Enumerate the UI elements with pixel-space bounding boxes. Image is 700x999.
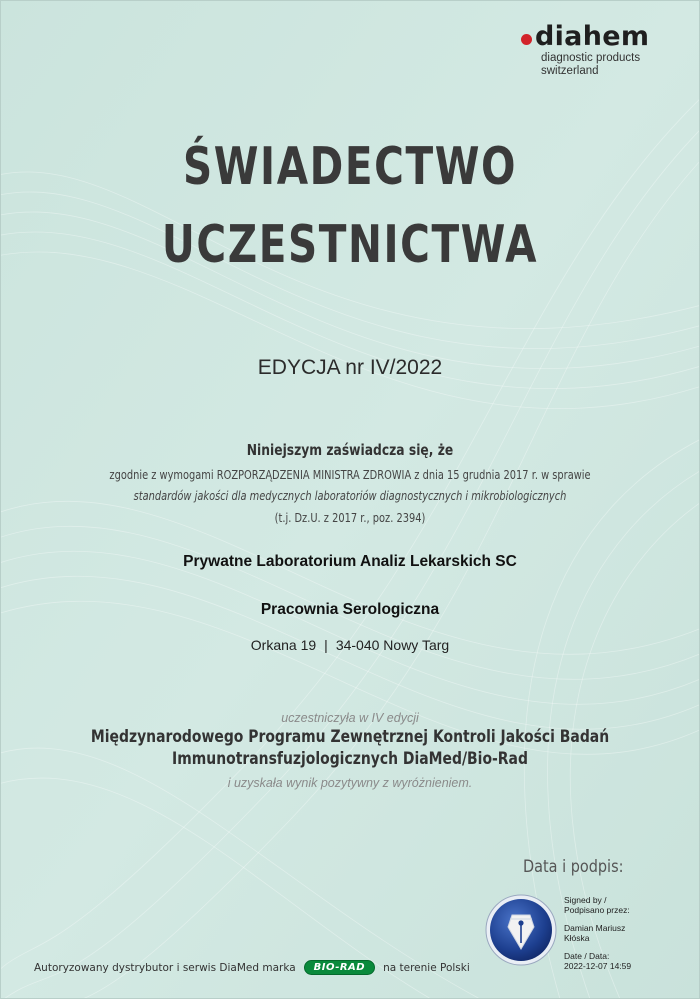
certify-heading: Niniejszym zaświadcza się, że	[246, 441, 454, 459]
regulation-line-1: zgodnie z wymogami ROZPORZĄDZENIA MINISTRA ZDROWIA z dnia 15 grudnia 2017 r. w sprawie	[109, 468, 591, 482]
logo-brand: diahem	[535, 21, 650, 52]
laboratory-department: Pracownia Serologiczna	[260, 601, 440, 618]
logo-wordmark	[521, 22, 681, 52]
title-line-1: ŚWIADECTWO	[182, 137, 518, 197]
edition-number: EDYCJA nr IV/2022	[257, 356, 443, 379]
logo-tagline-1: diagnostic products	[541, 52, 641, 64]
address-street: Orkana 19	[250, 637, 317, 653]
footer-text-after: na terenie Polski	[383, 961, 470, 974]
signature-details	[564, 896, 684, 971]
laboratory-name: Prywatne Laboratorium Analiz Lekarskich SC	[183, 553, 517, 570]
address-city: 34-040 Nowy Targ	[335, 637, 450, 653]
regulation-line-3: (t.j. Dz.U. z 2017 r., poz. 2394)	[274, 511, 426, 525]
certificate-title	[77, 128, 623, 284]
signer-name-1: Damian Mariusz	[564, 923, 626, 933]
signer-name-2: Kłóska	[564, 932, 590, 943]
biorad-logo: BIO-RAD	[304, 960, 375, 975]
program-name-line-2: Immunotransfuzjologicznych DiaMed/Bio-Rad	[172, 749, 528, 769]
result-text: i uzyskała wynik pozytywny z wyróżnieniem.	[227, 776, 473, 790]
address-separator: |	[324, 637, 328, 653]
digital-signature-seal-icon	[484, 893, 558, 967]
date-label: Date / Data:	[564, 951, 610, 961]
regulation-line-2: standardów jakości dla medycznych laboratoriów diagnostycznych i mikrobiologicznych	[133, 489, 567, 503]
diahem-logo	[521, 22, 681, 78]
logo-tagline-2: switzerland	[541, 65, 599, 77]
participation-text: uczestniczyła w IV edycji	[281, 711, 419, 725]
program-name-line-1: Międzynarodowego Programu Zewnętrznej Kontroli Jakości Badań	[90, 727, 610, 747]
logo-red-dot	[521, 34, 532, 45]
signature-label: Data i podpis:	[523, 857, 624, 877]
date-value: 2022-12-07 14:59	[564, 960, 632, 971]
title-line-2: UCZESTNICTWA	[161, 215, 539, 275]
footer-text-before: Autoryzowany dystrybutor i serwis DiaMed marka	[34, 961, 296, 974]
signed-by-label-2: Podpisano przez:	[564, 904, 630, 915]
footer	[34, 960, 470, 975]
laboratory-address	[0, 637, 700, 653]
signed-by-label-1: Signed by /	[564, 895, 607, 905]
